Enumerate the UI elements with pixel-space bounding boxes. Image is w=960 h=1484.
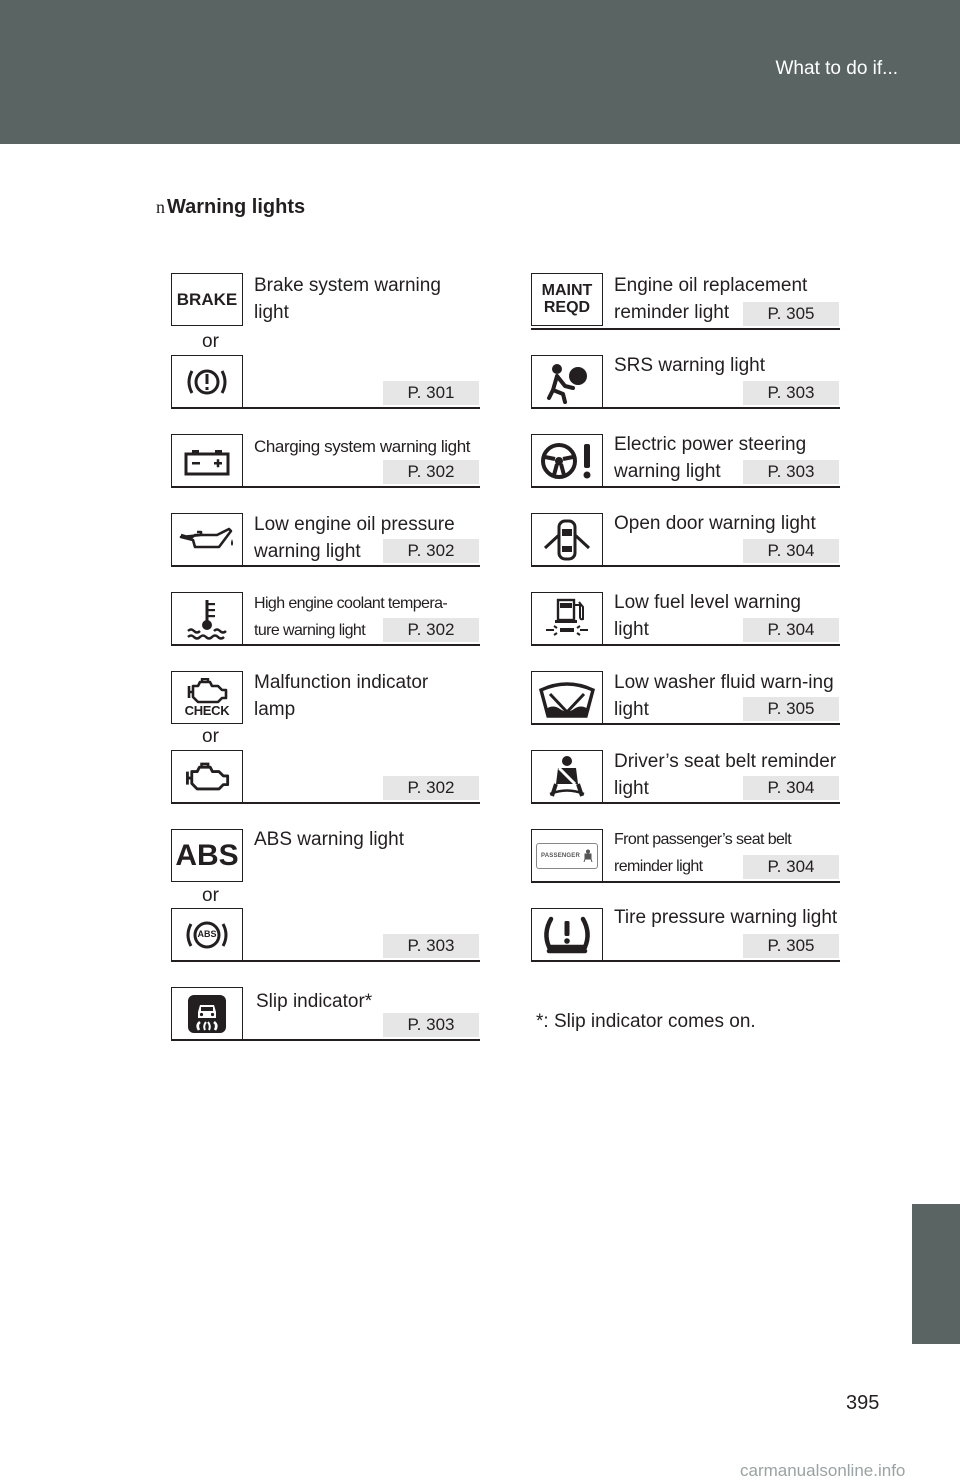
row-divider bbox=[531, 723, 840, 725]
page-ref: P. 303 bbox=[743, 460, 839, 484]
page-ref: P. 304 bbox=[743, 618, 839, 642]
row-divider bbox=[171, 802, 480, 804]
page-ref: P. 302 bbox=[383, 776, 479, 800]
fuel-pump-icon bbox=[531, 592, 603, 645]
slip-indicator-label: Slip indicator* bbox=[256, 991, 373, 1012]
oil-can-icon bbox=[171, 513, 243, 566]
row-divider bbox=[171, 486, 480, 488]
footnote: *: Slip indicator comes on. bbox=[536, 1011, 756, 1032]
srs-warning-label: SRS warning light bbox=[614, 355, 766, 376]
check-icon-text: CHECK bbox=[184, 702, 230, 718]
steering-warning-icon bbox=[531, 434, 603, 487]
row-divider bbox=[531, 960, 840, 962]
page-ref: P. 305 bbox=[743, 934, 839, 958]
row-divider bbox=[171, 960, 480, 962]
low-fuel-label: Low fuel level warning light bbox=[614, 592, 801, 640]
header-title: What to do if... bbox=[775, 58, 898, 79]
or-text: or bbox=[202, 726, 219, 747]
or-text: or bbox=[202, 331, 219, 352]
abs-icon-text: ABS bbox=[175, 838, 239, 872]
row-divider bbox=[531, 565, 840, 567]
maint-reqd-icon-text: MAINT REQD bbox=[541, 281, 593, 316]
malfunction-indicator-label: Malfunction indicator lamp bbox=[254, 672, 429, 720]
brake-warning-label: Brake system warning light bbox=[254, 275, 441, 323]
oil-pressure-label: Low engine oil pressure warning light bbox=[254, 514, 455, 562]
oil-replacement-label: Engine oil replacement reminder light bbox=[614, 275, 808, 323]
washer-fluid-label: Low washer fluid warn-ing light bbox=[614, 672, 834, 720]
engine-check-icon bbox=[171, 671, 243, 724]
page-number: 395 bbox=[846, 1392, 880, 1414]
row-divider bbox=[171, 1039, 480, 1041]
abs-circle-icon bbox=[171, 908, 243, 961]
page-ref: P. 303 bbox=[743, 381, 839, 405]
brake-circle-icon bbox=[171, 355, 243, 408]
seatbelt-icon bbox=[531, 750, 603, 803]
page-ref: P. 304 bbox=[743, 539, 839, 563]
page-header bbox=[0, 0, 960, 144]
chapter-tab bbox=[912, 1204, 960, 1344]
passenger-seat-mini-icon bbox=[583, 849, 593, 863]
row-divider bbox=[531, 881, 840, 883]
battery-icon bbox=[171, 434, 243, 487]
passenger-seatbelt-icon bbox=[531, 829, 603, 882]
page-ref: P. 302 bbox=[383, 460, 479, 484]
coolant-temperature-icon bbox=[171, 592, 243, 645]
power-steering-label: Electric power steering warning light bbox=[614, 434, 807, 482]
row-divider bbox=[171, 644, 480, 646]
engine-icon bbox=[171, 750, 243, 803]
abs-warning-label: ABS warning light bbox=[254, 829, 404, 850]
row-divider bbox=[531, 644, 840, 646]
coolant-temperature-label: High engine coolant tempera-ture warning light bbox=[254, 595, 448, 639]
page-ref: P. 303 bbox=[383, 1013, 479, 1037]
tire-pressure-icon bbox=[531, 908, 603, 961]
page-ref: P. 302 bbox=[383, 539, 479, 563]
page-ref: P. 304 bbox=[743, 855, 839, 879]
abs-text-icon bbox=[171, 829, 243, 882]
page-ref: P. 304 bbox=[743, 776, 839, 800]
passenger-icon-text: PASSENGER bbox=[541, 852, 581, 859]
page-ref: P. 302 bbox=[383, 618, 479, 642]
page-ref: P. 305 bbox=[743, 302, 839, 326]
row-divider bbox=[531, 407, 840, 409]
slip-car-icon bbox=[171, 987, 243, 1040]
abs-circle-icon-text: ABS bbox=[197, 928, 217, 939]
brake-icon-text: BRAKE bbox=[176, 289, 238, 309]
brake-text-icon bbox=[171, 273, 243, 326]
row-divider bbox=[531, 486, 840, 488]
section-bullet: n bbox=[156, 197, 165, 217]
airbag-icon bbox=[531, 355, 603, 408]
maint-reqd-icon bbox=[531, 273, 603, 326]
row-divider bbox=[171, 407, 480, 409]
page-ref: P. 305 bbox=[743, 697, 839, 721]
section-title-text: Warning lights bbox=[167, 196, 306, 218]
section-title bbox=[156, 196, 305, 219]
driver-seatbelt-label: Driver’s seat belt reminder light bbox=[614, 751, 837, 799]
watermark: carmanualsonline.info bbox=[740, 1461, 906, 1480]
or-text: or bbox=[202, 885, 219, 906]
tire-pressure-label: Tire pressure warning light bbox=[614, 907, 838, 928]
row-divider bbox=[531, 802, 840, 804]
passenger-indicator-panel bbox=[536, 843, 598, 869]
row-divider bbox=[531, 328, 840, 330]
charging-warning-label: Charging system warning light bbox=[254, 437, 471, 456]
page-ref: P. 301 bbox=[383, 381, 479, 405]
page-ref: P. 303 bbox=[383, 934, 479, 958]
passenger-seatbelt-label: Front passenger’s seat belt reminder light bbox=[614, 831, 792, 875]
open-door-label: Open door warning light bbox=[614, 513, 816, 534]
open-door-icon bbox=[531, 513, 603, 566]
row-divider bbox=[171, 565, 480, 567]
washer-fluid-icon bbox=[531, 671, 603, 724]
